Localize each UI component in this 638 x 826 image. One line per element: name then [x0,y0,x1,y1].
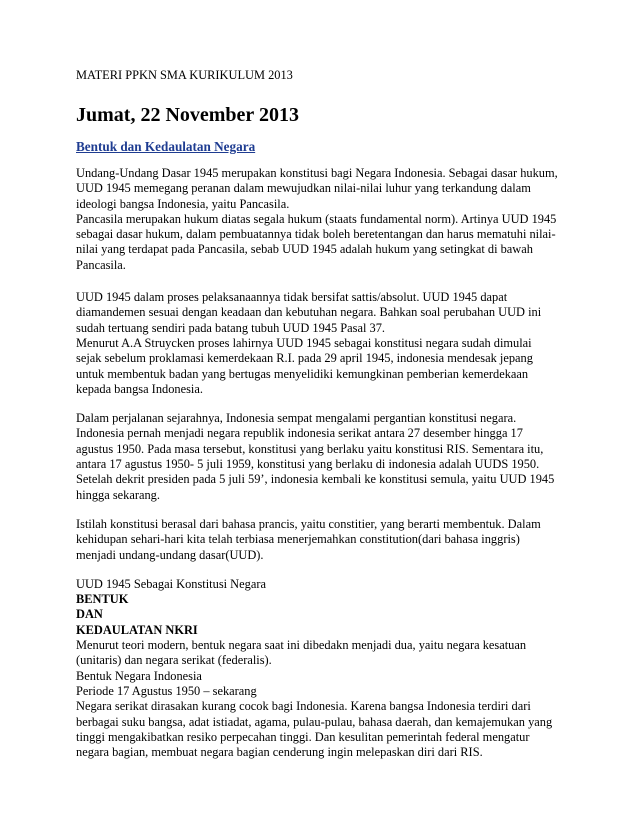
text-line: Dalam perjalanan sejarahnya, Indonesia sempat mengalami pergantian konstitusi negara. [76,411,517,426]
text-line: Indonesia pernah menjadi negara republik indonesia serikat antara 27 desember hingga 17 [76,426,523,441]
text-line: untuk membentuk badan yang bertugas menyelidiki kemungkinan pemberian kemerdekaan [76,366,529,381]
text-line: Pancasila. [76,257,126,272]
text-line: Istilah konstitusi berasal dari bahasa prancis, yaitu constitier, yang berarti membentuk. Dalam [76,516,541,531]
section-heading: KEDAULATAN NKRI [76,622,198,637]
text-line: UUD 1945 dalam proses pelaksanaannya tidak bersifat sattis/absolut. UUD 1945 dapat [76,290,508,305]
text-line: Undang-Undang Dasar 1945 merupakan konstitusi bagi Negara Indonesia. Sebagai dasar hukum, [76,166,558,180]
paragraph-istilah [76,517,566,563]
text-line: tinggi mengakibatkan resiko perpecahan tinggi. Dan kesulitan pemerintah federal mengatur [76,729,530,744]
text-line: Periode 17 Agustus 1950 – sekarang [76,683,257,698]
text-line: (unitaris) dan negara serikat (federalis). [76,653,272,668]
text-line: Pancasila merupakan hukum diatas segala hukum (staats fundamental norm). Artinya UUD 1945 [76,211,557,226]
text-line: Menurut teori modern, bentuk negara saat ini dibedakn menjadi dua, yaitu negara kesatuan [76,638,527,653]
text-line: menjadi undang-undang dasar(UUD). [76,547,264,562]
post-title-link[interactable]: Bentuk dan Kedaulatan Negara [76,139,256,154]
text-line: antara 17 agustus 1950- 5 juli 1959, konstitusi yang berlaku di indonesia adalah UUDS 1950. [76,457,540,472]
section-bentuk-kedaulatan [76,577,566,761]
document-page [76,68,566,760]
section-subtitle: UUD 1945 Sebagai Konstitusi Negara [76,576,266,591]
section-heading: BENTUK [76,592,129,607]
text-line: kehidupan sehari-hari kita telah terbiasa menerjemahkan constitution(dari bahasa inggris) [76,532,520,547]
text-line: hingga sekarang. [76,487,160,502]
text-line: UUD 1945 memegang peranan dalam mewujudkan nilai-nilai luhur yang terkandung dalam [76,181,531,196]
post-date: Jumat, 22 November 2013 [76,104,299,126]
text-line: Setelah dekrit presiden pada 5 juli 59’, indonesia kembali ke konstitusi semula, yaitu UUD 1945 [76,472,555,487]
text-line: agustus 1950. Pada masa tersebut, konstitusi yang berlaku yaitu konstitusi RIS. Sementara itu, [76,441,544,456]
text-line: ideologi bangsa Indonesia, yaitu Pancasila. [76,196,290,211]
paragraph-pelaksanaan [76,290,566,397]
text-line: nilai yang terdapat pada Pancasila, sebab UUD 1945 adalah hukum yang setingkat di bawah [76,242,533,257]
paragraph-sejarah [76,411,566,503]
text-line: diamandemen sesuai dengan keadaan dan kebutuhan negara. Bahkan soal perubahan UUD ini [76,305,542,320]
text-line: sebagai dasar hukum, dalam pembuatannya tidak boleh beretentangan dan harus mematuhi nilai- [76,227,556,242]
text-line: kepada bangsa Indonesia. [76,381,203,396]
section-heading: DAN [76,607,103,622]
text-line: berbagai suku bangsa, adat istiadat, agama, pulau-pulau, bahasa daerah, dan kemajemukan yang [76,714,553,729]
text-line: negara bagian, membuat negara bagian cenderung ingin melepaskan diri dari RIS. [76,745,483,760]
blog-header: MATERI PPKN SMA KURIKULUM 2013 [76,68,293,82]
text-line: sudah tertuang sendiri pada batang tubuh UUD 1945 Pasal 37. [76,320,386,335]
text-line: sejak sebelum proklamasi kemerdekaan R.I. pada 29 april 1945, indonesia mendesak jepang [76,351,533,366]
text-line: Bentuk Negara Indonesia [76,668,202,683]
paragraph-uud-pancasila [76,166,566,273]
text-line: Menurut A.A Struycken proses lahirnya UUD 1945 sebagai konstitusi negara sudah dimulai [76,335,532,350]
text-line: Negara serikat dirasakan kurang cocok bagi Indonesia. Karena bangsa Indonesia terdiri dari [76,699,531,714]
